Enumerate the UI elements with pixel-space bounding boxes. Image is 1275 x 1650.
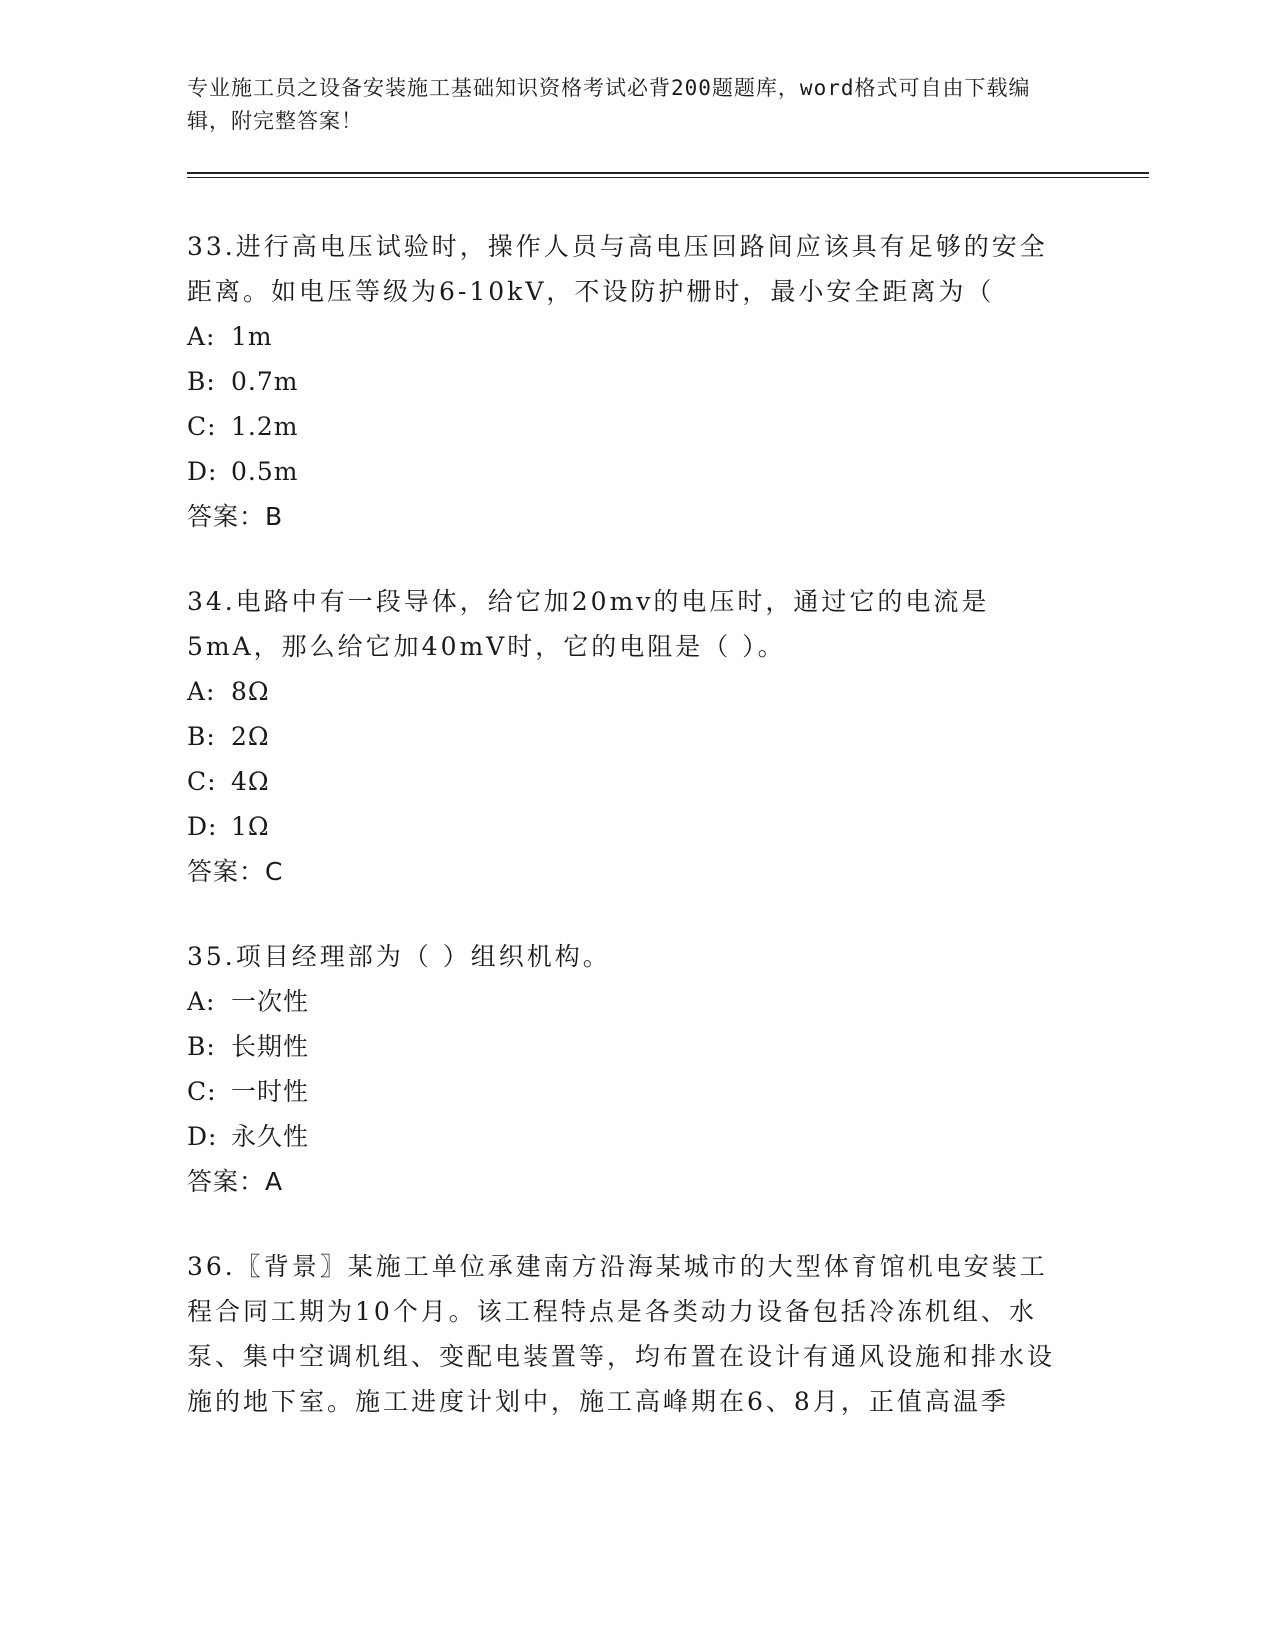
option-text: 0.5m xyxy=(231,457,299,486)
question-stem: 34.电路中有一段导体，给它加20mv的电压时，通过它的电流是5mA，那么给它加40mV时，它的电阻是（ ）。 xyxy=(187,587,990,661)
question-34 xyxy=(187,579,1137,894)
option-letter: A: xyxy=(187,677,216,706)
answer-line: 答案：B xyxy=(187,502,284,531)
option-text: 一次性 xyxy=(231,987,310,1016)
option-a xyxy=(187,979,1137,1024)
option-letter: A: xyxy=(187,322,216,351)
option-letter: C: xyxy=(187,412,217,441)
option-letter: D: xyxy=(187,812,218,841)
option-letter: C: xyxy=(187,1077,217,1106)
option-text: 永久性 xyxy=(231,1122,310,1151)
option-text: 1m xyxy=(231,322,273,351)
option-text: 8Ω xyxy=(231,677,270,706)
option-text: 4Ω xyxy=(231,767,270,796)
option-b xyxy=(187,359,1137,404)
document-page xyxy=(187,72,1137,1464)
option-d xyxy=(187,804,1137,849)
question-stem: 33.进行高电压试验时，操作人员与高电压回路间应该具有足够的安全距离。如电压等级为6-10kV，不设防护栅时，最小安全距离为（ xyxy=(187,232,1048,306)
option-a xyxy=(187,669,1137,714)
option-d xyxy=(187,449,1137,494)
question-33 xyxy=(187,224,1137,539)
option-letter: D: xyxy=(187,1122,218,1151)
option-text: 一时性 xyxy=(231,1077,310,1106)
option-c xyxy=(187,759,1137,804)
option-letter: B: xyxy=(187,367,216,396)
question-stem: 36.〖背景〗某施工单位承建南方沿海某城市的大型体育馆机电安装工程合同工期为10个月。该工程特点是各类动力设备包括冷冻机组、水泵、集中空调机组、变配电装置等，均布置在设计有通风设施和排水设施的地下室。施工进度计划中，施工高峰期在6、8月，正值高温季 xyxy=(187,1252,1056,1416)
option-c xyxy=(187,404,1137,449)
option-letter: B: xyxy=(187,722,216,751)
option-c xyxy=(187,1069,1137,1114)
option-text: 长期性 xyxy=(231,1032,310,1061)
option-a xyxy=(187,314,1137,359)
answer-line: 答案：A xyxy=(187,1167,284,1196)
question-list xyxy=(187,224,1137,1424)
option-letter: C: xyxy=(187,767,217,796)
option-b xyxy=(187,1024,1137,1069)
header-divider xyxy=(187,172,1149,178)
option-text: 1Ω xyxy=(231,812,270,841)
option-b xyxy=(187,714,1137,759)
option-text: 0.7m xyxy=(231,367,299,396)
question-36 xyxy=(187,1244,1137,1424)
option-d xyxy=(187,1114,1137,1159)
answer-line: 答案：C xyxy=(187,857,284,886)
question-stem: 35.项目经理部为（ ）组织机构。 xyxy=(187,942,611,971)
option-letter: A: xyxy=(187,987,216,1016)
option-letter: B: xyxy=(187,1032,216,1061)
option-letter: D: xyxy=(187,457,218,486)
question-35 xyxy=(187,934,1137,1204)
option-text: 1.2m xyxy=(231,412,299,441)
document-header: 专业施工员之设备安装施工基础知识资格考试必背200题题库，word格式可自由下载编辑，附完整答案！ xyxy=(187,76,1031,133)
option-text: 2Ω xyxy=(231,722,270,751)
